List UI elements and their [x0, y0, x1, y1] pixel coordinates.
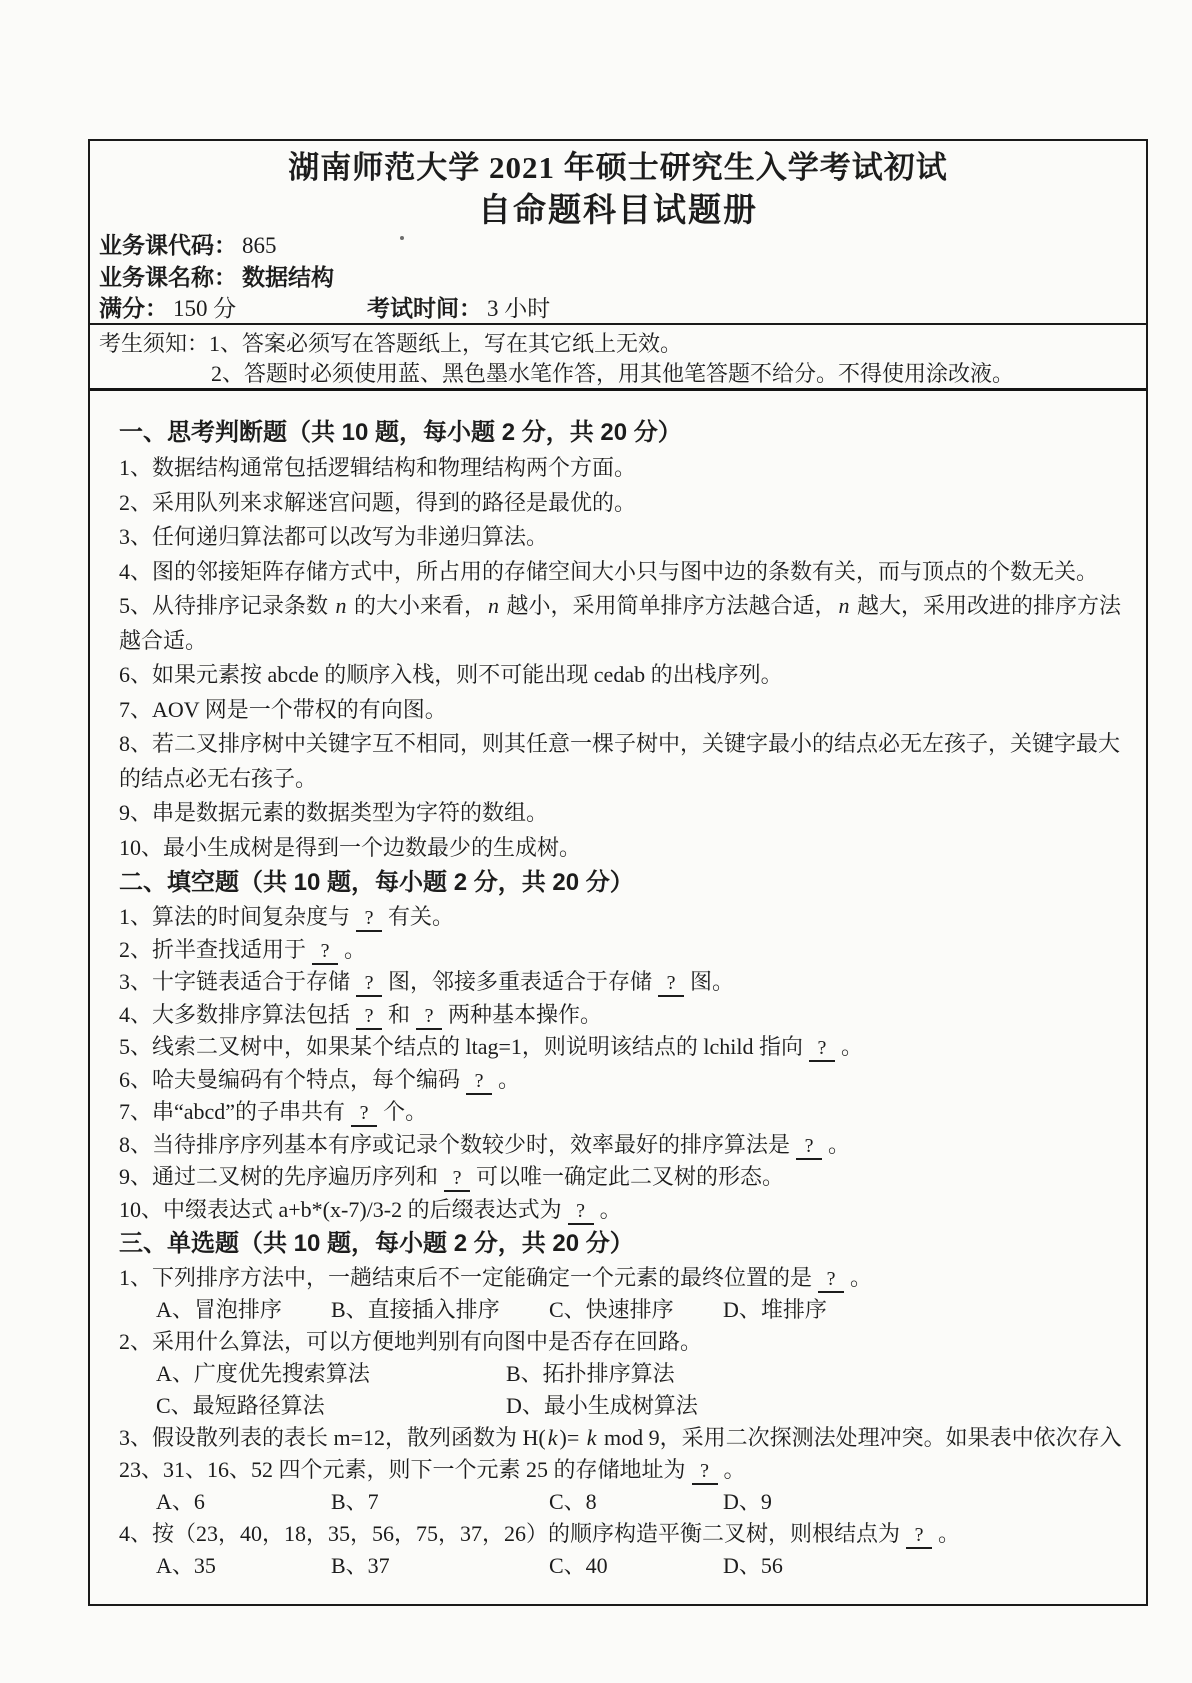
answer-blank: ?: [809, 1038, 835, 1062]
question: 7、AOV 网是一个带权的有向图。: [119, 696, 447, 722]
exam-title: 湖南师范大学 2021 年硕士研究生入学考试初试: [288, 150, 948, 185]
question: 8、当待排序序列基本有序或记录个数较少时，效率最好的排序算法是 ? 。: [119, 1129, 1134, 1162]
course-code-row: [90, 230, 1146, 262]
question: 1、数据结构通常包括逻辑结构和物理结构两个方面。: [119, 455, 637, 480]
question: 9、通过二叉树的先序遍历序列和 ? 可以唯一确定此二叉树的形态。: [119, 1161, 1134, 1194]
section-heading: 二、填空题（共 10 题，每小题 2 分，共 20 分）: [119, 869, 634, 896]
question: 4、图的邻接矩阵存储方式中，所占用的存储空间大小只与图中边的条数有关，而与顶点的个数无关。: [119, 558, 1099, 584]
question: 7、串“abcd”的子串共有 ? 个。: [119, 1096, 1134, 1129]
option: D、9: [723, 1489, 772, 1514]
question: 8、若二叉排序树中关键字互不相同，则其任意一棵子树中，关键字最小的结点必无左孩子，关键字最大的结点必无右孩子。: [119, 731, 1121, 791]
exam-sheet: [88, 139, 1148, 1606]
question: 9、串是数据元素的数据类型为字符的数组。: [119, 800, 549, 825]
option: A、冒泡排序: [156, 1297, 282, 1322]
answer-blank: ?: [692, 1461, 718, 1485]
course-code-label: 业务课代码：: [99, 232, 237, 258]
question-area: [90, 391, 1146, 1604]
options-row: [119, 1358, 1134, 1390]
answer-blank: ?: [356, 908, 382, 932]
exam-time-value: 3 小时: [487, 296, 551, 321]
option: A、广度优先搜索算法: [156, 1361, 370, 1386]
options-row: [119, 1294, 1134, 1326]
question: 4、按（23，40，18，35，56，75，37，26）的顺序构造平衡二叉树，则根结点为 ? 。: [119, 1518, 1134, 1550]
exam-time-label: 考试时间：: [367, 295, 482, 321]
answer-blank: ?: [796, 1136, 822, 1160]
section-judgement: [119, 415, 1134, 865]
notice-line-1: [99, 329, 1138, 359]
course-code-value: 865: [242, 233, 277, 258]
full-score: [99, 293, 367, 325]
answer-blank: ?: [466, 1071, 492, 1095]
option: C、40: [549, 1553, 608, 1578]
answer-blank: ?: [356, 1006, 382, 1030]
options-row: [119, 1550, 1134, 1582]
question: 2、采用队列来求解迷宫问题，得到的路径是最优的。: [119, 489, 637, 515]
option: D、堆排序: [723, 1297, 827, 1322]
sheet-header: [90, 141, 1146, 325]
question: 10、最小生成树是得到一个边数最少的生成树。: [119, 834, 582, 860]
options-row: [119, 1486, 1134, 1518]
answer-blank: ?: [658, 973, 684, 997]
full-score-label: 满分：: [99, 295, 168, 321]
question: 3、假设散列表的表长 m=12，散列函数为 H(k)= k mod 9，采用二次探测法处理冲突。如果表中依次存入 23、31、16、52 四个元素，则下一个元素 25 的存储地址为 ? 。: [119, 1422, 1134, 1486]
question: 10、中缀表达式 a+b*(x-7)/3-2 的后缀表达式为 ? 。: [119, 1194, 1134, 1227]
section-heading: 三、单选题（共 10 题，每小题 2 分，共 20 分）: [119, 1230, 634, 1257]
option: B、7: [331, 1489, 379, 1514]
option: C、快速排序: [549, 1297, 674, 1322]
option: C、最短路径算法: [156, 1393, 325, 1418]
option: B、直接插入排序: [331, 1297, 500, 1322]
options-row: [119, 1390, 1134, 1422]
answer-blank: ?: [356, 973, 382, 997]
question: 3、十字链表适合于存储 ? 图，邻接多重表适合于存储 ? 图。: [119, 966, 1134, 999]
section-heading: 一、思考判断题（共 10 题，每小题 2 分，共 20 分）: [119, 419, 682, 446]
option: A、35: [156, 1553, 216, 1578]
answer-blank: ?: [818, 1269, 844, 1293]
answer-blank: ?: [416, 1006, 442, 1030]
question: 2、折半查找适用于 ? 。: [119, 934, 1134, 967]
section-fill-blank: [119, 865, 1134, 1226]
question: 5、从待排序记录条数 n 的大小来看，n 越小，采用简单排序方法越合适，n 越大，采用改进的排序方法越合适。: [119, 593, 1122, 653]
answer-blank: ?: [312, 941, 338, 965]
question: 6、如果元素按 abcde 的顺序入栈，则不可能出现 cedab 的出栈序列。: [119, 662, 783, 687]
option: B、拓扑排序算法: [506, 1361, 675, 1386]
option: A、6: [156, 1489, 205, 1514]
option: D、最小生成树算法: [506, 1393, 698, 1418]
score-time-row: [90, 293, 1146, 325]
section-single-choice: [119, 1226, 1134, 1582]
notice-label: 考生须知：: [99, 331, 210, 356]
option: B、37: [331, 1553, 390, 1578]
answer-blank: ?: [351, 1103, 377, 1127]
full-score-value: 150 分: [173, 296, 237, 321]
course-name-row: [90, 262, 1146, 294]
course-name-value: 数据结构: [242, 263, 334, 290]
booklet-title: 自命题科目试题册: [478, 191, 758, 228]
exam-time: [367, 293, 550, 325]
candidate-notice: [90, 325, 1146, 391]
answer-blank: ?: [568, 1201, 594, 1225]
question: 1、算法的时间复杂度与 ? 有关。: [119, 901, 1134, 934]
notice-item: 1、答案必须写在答题纸上，写在其它纸上无效。: [209, 331, 683, 356]
question: 3、任何递归算法都可以改写为非递归算法。: [119, 524, 549, 549]
question: 4、大多数排序算法包括 ? 和 ? 两种基本操作。: [119, 999, 1134, 1032]
question: 6、哈夫曼编码有个特点，每个编码 ? 。: [119, 1064, 1134, 1097]
option: D、56: [723, 1553, 783, 1578]
notice-item: 2、答题时必须使用蓝、黑色墨水笔作答，用其他笔答题不给分。不得使用涂改液。: [211, 361, 1015, 386]
option: C、8: [549, 1489, 597, 1514]
question: 5、线索二叉树中，如果某个结点的 ltag=1，则说明该结点的 lchild 指向 ? 。: [119, 1031, 1134, 1064]
answer-blank: ?: [906, 1525, 932, 1549]
notice-line-2: [211, 359, 1138, 389]
course-name-label: 业务课名称：: [99, 263, 237, 290]
question: 1、下列排序方法中，一趟结束后不一定能确定一个元素的最终位置的是 ? 。: [119, 1262, 1134, 1294]
question: 2、采用什么算法，可以方便地判别有向图中是否存在回路。: [119, 1329, 703, 1354]
answer-blank: ?: [444, 1168, 470, 1192]
